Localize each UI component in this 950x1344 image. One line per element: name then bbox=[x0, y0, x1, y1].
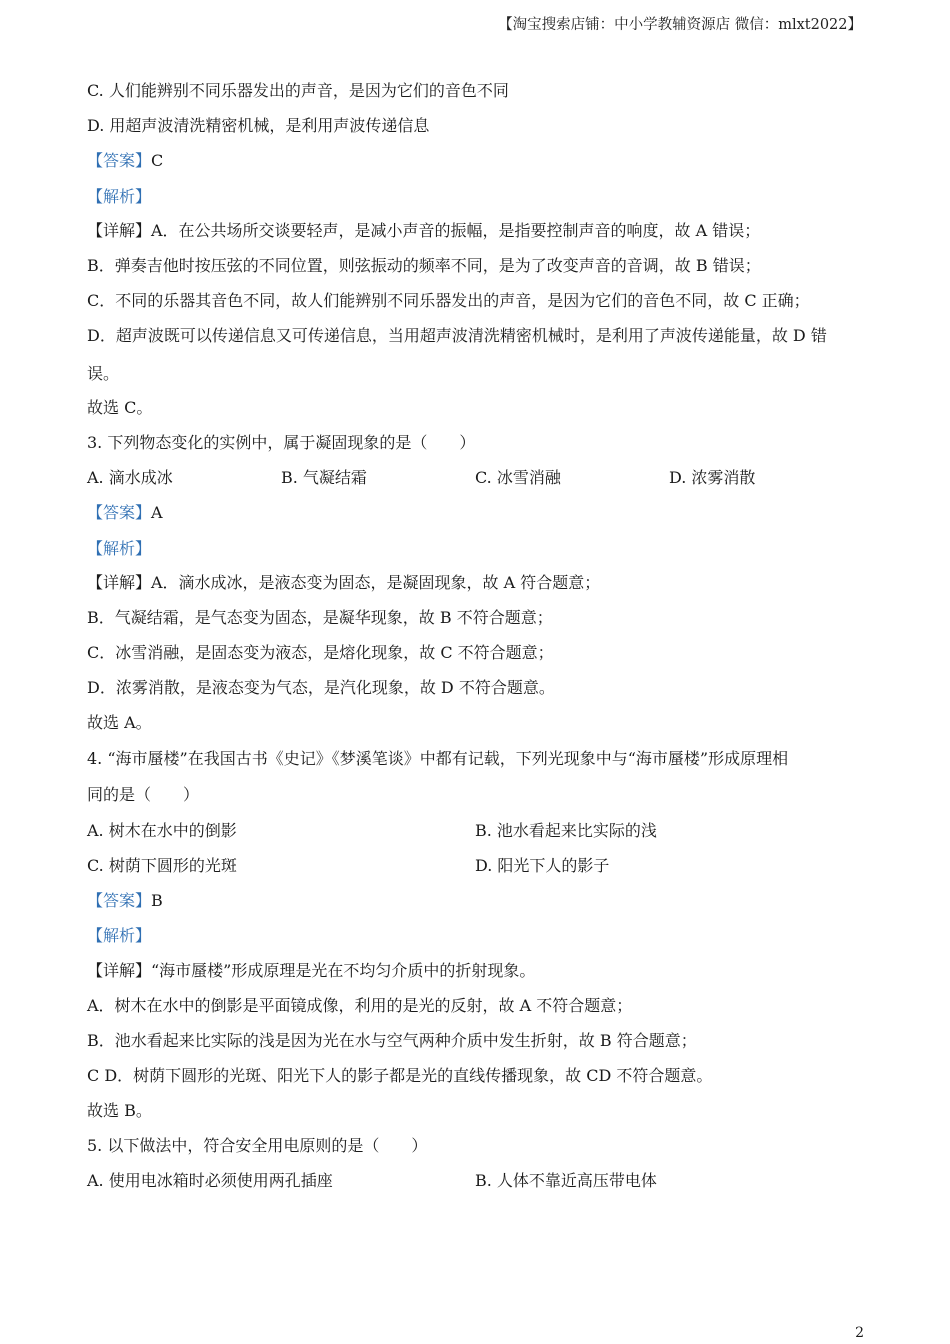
q3-detail-d: D．浓雾消散，是液态变为气态，是汽化现象，故 D 不符合题意。 bbox=[87, 678, 555, 697]
q3-conclusion: 故选 A。 bbox=[87, 713, 152, 732]
q4-option-c: C. 树荫下圆形的光斑 bbox=[87, 856, 237, 875]
q3-analysis-tag: 【解析】 bbox=[87, 539, 152, 558]
q4-option-b: B. 池水看起来比实际的浅 bbox=[475, 821, 657, 840]
answer-tag: 【答案】 bbox=[87, 151, 152, 170]
q2-detail-a: 【详解】A．在公共场所交谈要轻声，是减小声音的振幅，是指要控制声音的响度，故 A 错误； bbox=[87, 221, 761, 240]
q3-option-c: C. 冰雪消融 bbox=[475, 468, 561, 487]
q4-detail-b: B．池水看起来比实际的浅是因为光在水与空气两种介质中发生折射，故 B 符合题意； bbox=[87, 1031, 697, 1050]
q5-stem: 5. 以下做法中，符合安全用电原则的是（ ） bbox=[87, 1136, 428, 1155]
q3-detail-b: B．气凝结霜，是气态变为固态，是凝华现象，故 B 不符合题意； bbox=[87, 608, 553, 627]
answer-tag: 【答案】 bbox=[87, 503, 152, 522]
q3-option-b: B. 气凝结霜 bbox=[281, 468, 367, 487]
q4-detail-intro: 【详解】“海市蜃楼”形成原理是光在不均匀介质中的折射现象。 bbox=[87, 961, 536, 980]
q4-stem-cont: 同的是（ ） bbox=[87, 785, 200, 804]
q2-option-c: C. 人们能辨别不同乐器发出的声音，是因为它们的音色不同 bbox=[87, 81, 509, 100]
q2-answer bbox=[87, 150, 163, 172]
q3-answer bbox=[87, 502, 163, 524]
q2-conclusion: 故选 C。 bbox=[87, 398, 153, 417]
q5-option-b: B. 人体不靠近高压带电体 bbox=[475, 1171, 657, 1190]
q3-stem: 3. 下列物态变化的实例中，属于凝固现象的是（ ） bbox=[87, 433, 476, 452]
q3-option-d: D. 浓雾消散 bbox=[669, 468, 756, 487]
answer-value: A bbox=[151, 503, 163, 522]
q4-option-a: A. 树木在水中的倒影 bbox=[87, 821, 237, 840]
q3-option-a: A. 滴水成冰 bbox=[87, 468, 173, 487]
q4-detail-cd: C D．树荫下圆形的光斑、阳光下人的影子都是光的直线传播现象，故 CD 不符合题意。 bbox=[87, 1066, 713, 1085]
q4-conclusion: 故选 B。 bbox=[87, 1101, 152, 1120]
page-number: 2 bbox=[855, 1325, 864, 1341]
page-header: 【淘宝搜索店铺：中小学教辅资源店 微信：mlxt2022】 bbox=[498, 17, 862, 33]
answer-value: C bbox=[151, 151, 164, 170]
q2-detail-b: B．弹奏吉他时按压弦的不同位置，则弦振动的频率不同，是为了改变声音的音调，故 B 错误； bbox=[87, 256, 761, 275]
q3-detail-a: 【详解】A．滴水成冰，是液态变为固态，是凝固现象，故 A 符合题意； bbox=[87, 573, 601, 592]
q2-detail-c: C．不同的乐器其音色不同，故人们能辨别不同乐器发出的声音，是因为它们的音色不同，故 C 正确； bbox=[87, 291, 810, 310]
q2-option-d: D. 用超声波清洗精密机械，是利用声波传递信息 bbox=[87, 116, 430, 135]
q4-analysis-tag: 【解析】 bbox=[87, 926, 152, 945]
answer-tag: 【答案】 bbox=[87, 891, 152, 910]
q2-detail-d-cont: 误。 bbox=[87, 364, 120, 383]
q4-option-d: D. 阳光下人的影子 bbox=[475, 856, 610, 875]
q4-detail-a: A．树木在水中的倒影是平面镜成像，利用的是光的反射，故 A 不符合题意； bbox=[87, 996, 633, 1015]
q2-analysis-tag: 【解析】 bbox=[87, 187, 152, 206]
q3-detail-c: C．冰雪消融，是固态变为液态，是熔化现象，故 C 不符合题意； bbox=[87, 643, 554, 662]
q2-detail-d: D．超声波既可以传递信息又可传递信息，当用超声波清洗精密机械时，是利用了声波传递能量，故 D 错 bbox=[87, 326, 827, 345]
q4-stem: 4. “海市蜃楼”在我国古书《史记》《梦溪笔谈》中都有记载，下列光现象中与“海市蜃楼”形成原理相 bbox=[87, 749, 789, 768]
q4-answer bbox=[87, 890, 163, 912]
answer-value: B bbox=[151, 891, 163, 910]
q5-option-a: A. 使用电冰箱时必须使用两孔插座 bbox=[87, 1171, 333, 1190]
